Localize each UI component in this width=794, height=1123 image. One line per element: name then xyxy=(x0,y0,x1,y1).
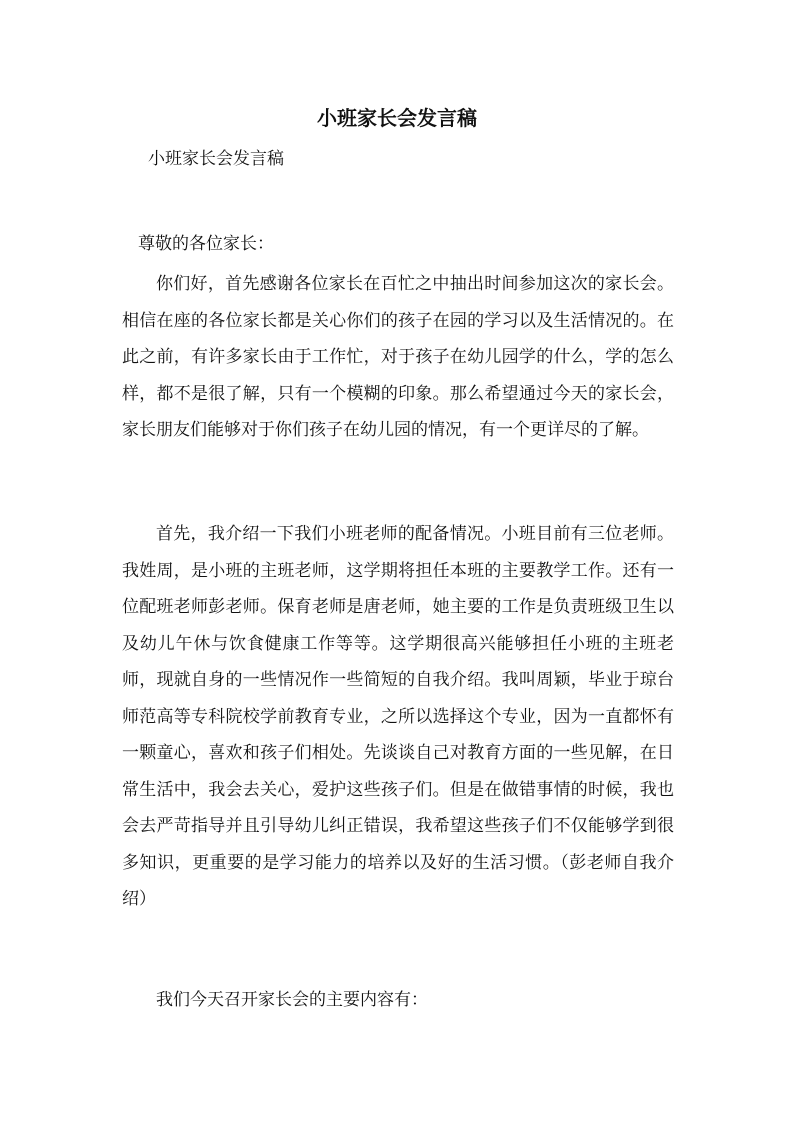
paragraph-teacher-intro: 首先，我介绍一下我们小班老师的配备情况。小班目前有三位老师。我姓周，是小班的主班老师，这学期将担任本班的主要教学工作。还有一位配班老师彭老师。保育老师是唐老师，她主要的工作是负责班级卫生以及幼儿午休与饮食健康工作等等。这学期很高兴能够担任小班的主班老师，现就自身的一些情况作一些简短的自我介绍。我叫周颖，毕业于琼台师范高等专科院校学前教育专业，之所以选择这个专业，因为一直都怀有一颗童心，喜欢和孩子们相处。先谈谈自己对教育方面的一些见解，在日常生活中，我会去关心，爱护这些孩子们。但是在做错事情的时候，我也会去严苛指导并且引导幼儿纠正错误，我希望这些孩子们不仅能够学到很多知识，更重要的是学习能力的培养以及好的生活习惯。（彭老师自我介绍） xyxy=(122,524,674,909)
paragraph-meeting-content: 我们今天召开家长会的主要内容有： xyxy=(156,990,428,1010)
salutation: 尊敬的各位家长： xyxy=(138,234,274,254)
document-subtitle: 小班家长会发言稿 xyxy=(148,149,284,169)
paragraph-greeting: 你们好，首先感谢各位家长在百忙之中抽出时间参加这次的家长会。相信在座的各位家长都是关心你们的孩子在园的学习以及生活情况的。在此之前，有许多家长由于工作忙，对于孩子在幼儿园学的什么，学的怎么样，都不是很了解，只有一个模糊的印象。那么希望通过今天的家长会，家长朋友们能够对于你们孩子在幼儿园的情况，有一个更详尽的了解。 xyxy=(122,274,674,440)
document-title: 小班家长会发言稿 xyxy=(317,106,477,130)
